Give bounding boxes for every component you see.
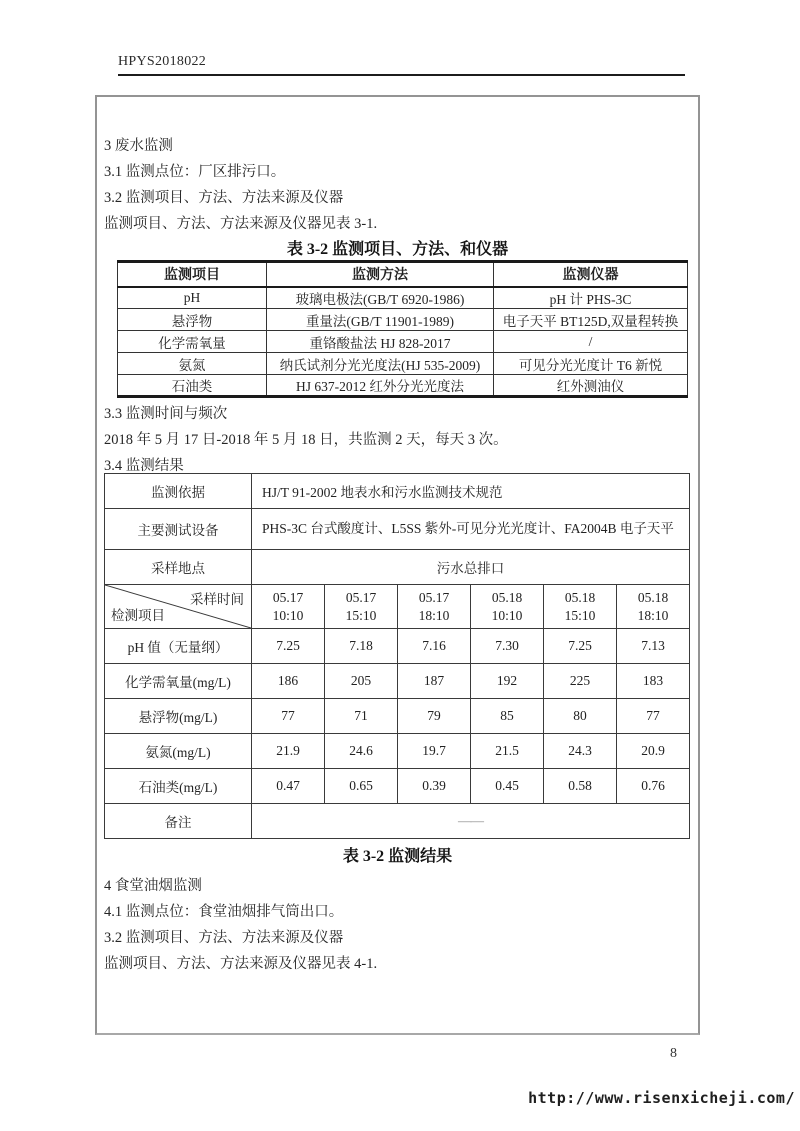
cell-method: 纳氏试剂分光光度法(HJ 535-2009) [267,353,494,375]
col-header-item: 监测项目 [118,262,267,287]
value-cell: 21.5 [471,734,544,769]
value-cell: 187 [398,664,471,699]
result-table-caption: 表 3-2 监测结果 [342,848,453,865]
cell-method: 重量法(GB/T 11901-1989) [267,309,494,331]
section-3-1-line: 3.1 监测点位：厂区排污口。 [104,164,286,180]
cell-method: 重铬酸盐法 HJ 828-2017 [267,331,494,353]
diagonal-label-test-item: 检测项目 [111,608,165,623]
remark-label: 备注 [105,804,252,839]
row-label: 化学需氧量(mg/L) [105,664,252,699]
site-label: 采样地点 [105,550,252,585]
equipment-value-text: PHS-3C 台式酸度计、L5SS 紫外-可见分光光度计、FA2004B 电子天平 [262,521,674,536]
value-cell: 7.30 [471,629,544,664]
cell-instrument: / [494,331,688,353]
remark-row [105,804,690,839]
monitoring-schedule-line: 2018 年 5 月 17 日-2018 年 5 月 18 日，共监测 2 天，每天 3 次。 [104,432,508,448]
value-cell: 19.7 [398,734,471,769]
value-cell: 0.58 [544,769,617,804]
section-3-3-heading: 3.3 监测时间与频次 [104,406,228,422]
value-cell: 225 [544,664,617,699]
site-row [105,550,690,585]
value-cell: 24.3 [544,734,617,769]
value-cell: 7.18 [325,629,398,664]
method-table-header-row [118,262,688,287]
section-3-heading: 3 废水监测 [104,138,173,154]
row-label: pH 值（无量纲） [105,629,252,664]
sample-date: 05.17 [418,589,450,605]
row-label: 氨氮(mg/L) [105,734,252,769]
remark-value [252,804,690,839]
section-3-4-heading: 3.4 监测结果 [104,458,184,474]
cell-item: 悬浮物 [118,309,267,331]
value-cell: 85 [471,699,544,734]
section-4-heading: 4 食堂油烟监测 [104,878,202,894]
value-cell: 21.9 [252,734,325,769]
value-cell: 7.25 [252,629,325,664]
diagonal-header-cell [105,585,252,629]
table-row [118,375,688,397]
section-4-1-line: 4.1 监测点位：食堂油烟排气筒出口。 [104,904,344,920]
value-cell: 80 [544,699,617,734]
watermark-url: http://www.risenxicheji.com/ [528,1089,795,1107]
value-cell: 0.65 [325,769,398,804]
sample-date: 05.17 [272,589,304,605]
result-row-nh3n [105,734,690,769]
time-header-cell [544,585,617,629]
equipment-label: 主要测试设备 [105,509,252,550]
section-3-paragraphs [104,133,692,237]
row-label: 石油类(mg/L) [105,769,252,804]
result-row-cod [105,664,690,699]
value-cell: 0.76 [617,769,690,804]
diagonal-label-sampling-time: 采样时间 [190,592,244,607]
cell-method: HJ 637-2012 红外分光光度法 [267,375,494,397]
method-table-caption: 表 3-2 监测项目、方法、和仪器 [286,241,509,258]
sample-time: 18:10 [418,607,450,623]
sample-time: 18:10 [637,607,669,623]
col-header-instrument: 监测仪器 [494,262,688,287]
cell-item: 石油类 [118,375,267,397]
page-frame [95,95,700,1035]
value-cell: 77 [252,699,325,734]
value-cell: 205 [325,664,398,699]
cell-item: pH [118,287,267,309]
document-code: HPYS2018022 [118,54,207,69]
site-value: 污水总排口 [252,550,690,585]
value-cell: 0.39 [398,769,471,804]
cell-instrument: 电子天平 BT125D,双量程转换 [494,309,688,331]
basis-label: 监测依据 [105,474,252,509]
basis-row [105,474,690,509]
table-row [118,287,688,309]
sample-date: 05.17 [345,589,377,605]
result-row-ss [105,699,690,734]
remark-dash: —— [458,813,483,828]
value-cell: 183 [617,664,690,699]
sample-date: 05.18 [564,589,596,605]
value-cell: 0.47 [252,769,325,804]
section-4-2-note: 监测项目、方法、方法来源及仪器见表 4-1. [104,956,378,972]
value-cell: 24.6 [325,734,398,769]
row-label: 悬浮物(mg/L) [105,699,252,734]
value-cell: 186 [252,664,325,699]
basis-value: HJ/T 91-2002 地表水和污水监测技术规范 [252,474,690,509]
sample-date: 05.18 [491,589,523,605]
time-header-cell [617,585,690,629]
value-cell: 7.25 [544,629,617,664]
cell-item: 氨氮 [118,353,267,375]
cell-instrument: pH 计 PHS-3C [494,287,688,309]
section-4-2-line: 3.2 监测项目、方法、方法来源及仪器 [104,930,344,946]
cell-instrument: 可见分光光度计 T6 新悦 [494,353,688,375]
sample-time: 15:10 [345,607,377,623]
col-header-method: 监测方法 [267,262,494,287]
table-row [118,309,688,331]
value-cell: 79 [398,699,471,734]
equipment-value [252,509,690,550]
section-3-2-line: 3.2 监测项目、方法、方法来源及仪器 [104,190,344,206]
time-header-cell [471,585,544,629]
time-header-cell [325,585,398,629]
value-cell: 71 [325,699,398,734]
time-header-cell [398,585,471,629]
sample-time: 10:10 [272,607,304,623]
section-3-3-paragraphs [104,401,692,479]
cell-method: 玻璃电极法(GB/T 6920-1986) [267,287,494,309]
value-cell: 7.13 [617,629,690,664]
time-header-cell [252,585,325,629]
section-4-paragraphs [104,873,692,977]
section-3-2-note: 监测项目、方法、方法来源及仪器见表 3-1. [104,216,378,232]
cell-instrument: 红外测油仪 [494,375,688,397]
result-row-ph [105,629,690,664]
page-number: 8 [670,1046,677,1061]
equipment-row [105,509,690,550]
value-cell: 7.16 [398,629,471,664]
value-cell: 192 [471,664,544,699]
cell-item: 化学需氧量 [118,331,267,353]
table-row [118,331,688,353]
table-row [118,353,688,375]
sample-date: 05.18 [637,589,669,605]
header-rule [118,74,685,76]
value-cell: 77 [617,699,690,734]
time-header-row [105,585,690,629]
method-table [117,260,688,398]
result-table [104,473,690,839]
value-cell: 0.45 [471,769,544,804]
result-row-oil [105,769,690,804]
value-cell: 20.9 [617,734,690,769]
sample-time: 15:10 [564,607,596,623]
sample-time: 10:10 [491,607,523,623]
